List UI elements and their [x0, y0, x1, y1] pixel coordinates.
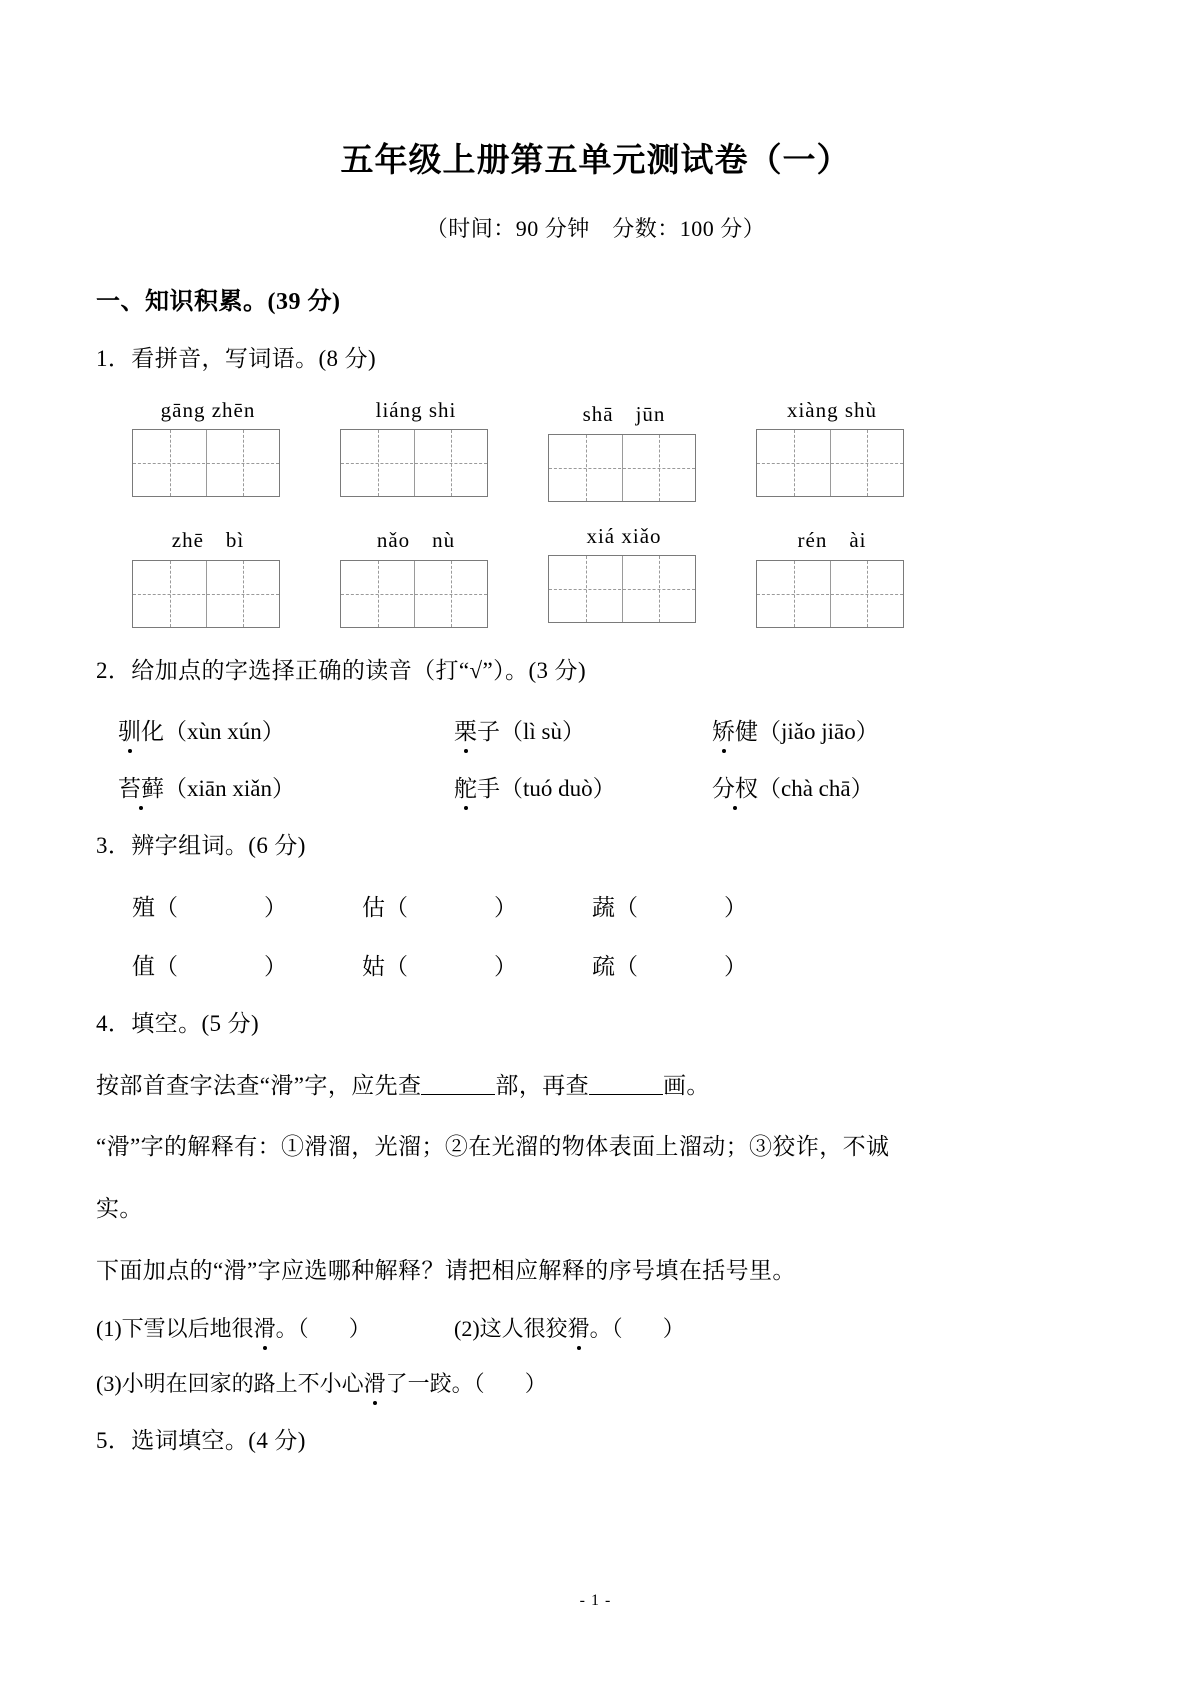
tianzige-writing-box[interactable]: [132, 429, 280, 497]
close-paren: ）: [494, 895, 517, 921]
pinyin-label: nǎo nù: [376, 528, 456, 553]
char-with-open-paren: 殖（: [132, 895, 178, 921]
char-with-open-paren: 疏（: [592, 954, 638, 980]
dotted-char: 滑: [254, 1312, 276, 1343]
question-5-prompt: 5．选词填空。(4 分): [96, 1428, 306, 1454]
q3-row-2: [96, 948, 1095, 981]
pinyin-label: zhē bì: [171, 528, 245, 553]
dotted-char: 滑: [364, 1367, 386, 1398]
close-paren: ）: [724, 895, 747, 921]
pinyin-options: （xiān xiǎn）: [164, 775, 295, 801]
sentence-open-paren: 了一跤。（: [385, 1371, 485, 1397]
tianzige-writing-box[interactable]: [548, 555, 696, 623]
question-1-prompt: 1．看拼音，写词语。(8 分): [96, 345, 377, 371]
sentence-close-paren: ）: [348, 1316, 371, 1342]
pinyin-options: （chà chā）: [758, 775, 874, 801]
q2-choice-row-2: [96, 770, 1095, 803]
text-after-last-blank: 画。: [663, 1072, 710, 1098]
sentence-close-paren: ）: [524, 1371, 547, 1397]
q2-choice-item[interactable]: [712, 770, 874, 803]
tianzige-writing-box[interactable]: [756, 560, 904, 628]
q2-choice-item[interactable]: [454, 770, 712, 803]
word-rest: 健: [735, 718, 758, 744]
dotted-char: 舵: [454, 770, 477, 803]
sentence-start: (2)这人很狡: [454, 1316, 568, 1342]
dotted-char: 栗: [454, 713, 477, 746]
close-paren: ）: [724, 954, 747, 980]
q1-pinyin-row-2: [96, 524, 1095, 628]
close-paren: ）: [264, 954, 287, 980]
text-between-blanks: 部，再查: [495, 1072, 590, 1098]
radical-blank-input[interactable]: [421, 1094, 495, 1095]
char-with-open-paren: 值（: [132, 954, 178, 980]
sentence-open-paren: 。（: [589, 1316, 623, 1342]
q4-sub-item-3[interactable]: [96, 1367, 547, 1398]
word-rest: 化: [141, 718, 164, 744]
q4-instruction-line: 下面加点的“滑”字应选哪种解释？请把相应解释的序号填在括号里。: [96, 1257, 796, 1283]
page-number-footer: - 1 -: [579, 1592, 612, 1609]
q1-item: [522, 524, 722, 628]
pinyin-options: （jiǎo jiāo）: [758, 718, 879, 744]
q4-radical-lookup-line: [96, 1068, 1095, 1104]
pinyin-label: shā jūn: [582, 402, 666, 427]
q2-choice-row-1: [96, 713, 1095, 746]
pinyin-options: （tuó duò）: [500, 775, 616, 801]
question-3-prompt: 3．辨字组词。(6 分): [96, 832, 306, 858]
char-with-open-paren: 估（: [362, 895, 408, 921]
q3-item[interactable]: [592, 948, 822, 981]
dotted-char: 驯: [118, 713, 141, 746]
dotted-char: 猾: [568, 1312, 590, 1343]
exam-meta-subtitle: （时间：90 分钟 分数：100 分）: [425, 215, 766, 241]
dotted-char: 苔藓: [118, 770, 164, 803]
question-2-prompt: 2．给加点的字选择正确的读音（打“√”）。(3 分): [96, 658, 587, 684]
pinyin-label: liáng shi: [375, 398, 457, 423]
q1-item: [730, 398, 930, 502]
word-rest: 手: [477, 775, 500, 801]
q4-definitions-continued: 实。: [96, 1195, 143, 1221]
q1-item: [314, 524, 514, 628]
stroke-count-blank-input[interactable]: [589, 1094, 663, 1095]
q4-definitions-line: “滑”字的解释有：①滑溜，光溜；②在光溜的物体表面上溜动；③狡诈，不诚: [96, 1134, 890, 1160]
pinyin-options: （xùn xún）: [164, 718, 285, 744]
dotted-char: 分杈: [712, 770, 758, 803]
tianzige-writing-box[interactable]: [132, 560, 280, 628]
q4-sub-row-1: [96, 1312, 1095, 1343]
pinyin-options: （lì sù）: [500, 718, 585, 744]
tianzige-writing-box[interactable]: [756, 429, 904, 497]
q2-choice-item[interactable]: [712, 713, 879, 746]
q3-item[interactable]: [132, 948, 362, 981]
q1-item: [314, 398, 514, 502]
tianzige-writing-box[interactable]: [340, 429, 488, 497]
q3-row-1: [96, 889, 1095, 922]
page-title: 五年级上册第五单元测试卷（一）: [340, 143, 851, 179]
q2-choice-item[interactable]: [454, 713, 712, 746]
sentence-close-paren: ）: [662, 1316, 685, 1342]
sentence-start: (1)下雪以后地很: [96, 1316, 254, 1342]
q2-choice-item[interactable]: [118, 713, 454, 746]
q1-item: [730, 524, 930, 628]
q1-item: [106, 524, 306, 628]
text-before-first-blank: 按部首查字法查“滑”字，应先查: [96, 1072, 422, 1098]
section-heading-knowledge: 一、知识积累。(39 分): [96, 288, 341, 315]
char-with-open-paren: 姑（: [362, 954, 408, 980]
q1-item: [522, 398, 722, 502]
close-paren: ）: [264, 895, 287, 921]
q4-sub-item-2[interactable]: [454, 1312, 685, 1343]
sentence-start: (3)小明在回家的路上不小心: [96, 1371, 364, 1397]
question-4-prompt: 4．填空。(5 分): [96, 1011, 260, 1037]
tianzige-writing-box[interactable]: [340, 560, 488, 628]
pinyin-label: rén ài: [797, 528, 867, 553]
tianzige-writing-box[interactable]: [548, 434, 696, 502]
char-with-open-paren: 蔬（: [592, 895, 638, 921]
q2-choice-item[interactable]: [118, 770, 454, 803]
q3-item[interactable]: [362, 948, 592, 981]
sentence-open-paren: 。（: [275, 1316, 309, 1342]
pinyin-label: gāng zhēn: [160, 398, 256, 423]
q1-item: [106, 398, 306, 502]
q3-item[interactable]: [592, 889, 822, 922]
dotted-char: 矫: [712, 713, 735, 746]
q3-item[interactable]: [362, 889, 592, 922]
word-rest: 子: [477, 718, 500, 744]
q4-sub-row-2: [96, 1367, 1095, 1398]
pinyin-label: xiàng shù: [786, 398, 878, 423]
close-paren: ）: [494, 954, 517, 980]
q1-pinyin-row-1: [96, 398, 1095, 502]
pinyin-label: xiá xiǎo: [586, 524, 662, 549]
q4-sub-item-1[interactable]: [96, 1312, 454, 1343]
q3-item[interactable]: [132, 889, 362, 922]
